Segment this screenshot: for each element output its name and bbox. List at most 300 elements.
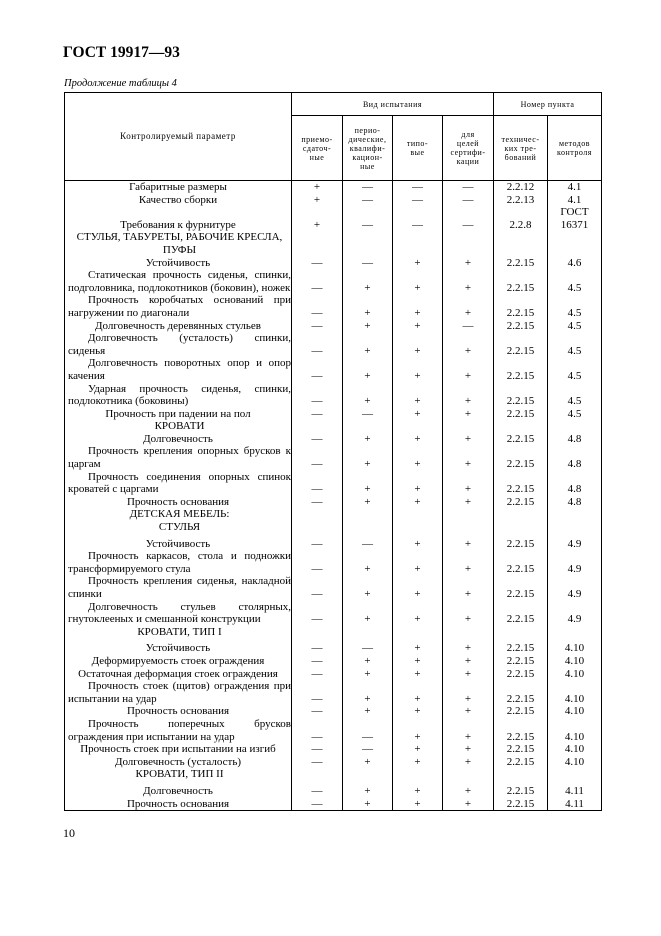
- type-test-cell: +: [393, 642, 443, 655]
- parameter-cell: Долговечность деревянных стульев: [65, 320, 292, 333]
- certification-cell: +: [443, 408, 494, 421]
- certification-cell: —: [443, 181, 494, 194]
- acceptance-cell: —: [292, 642, 343, 655]
- acceptance-cell: —: [292, 550, 343, 575]
- table-row: [65, 785, 602, 798]
- parameter-cell: Прочность основания: [65, 496, 292, 509]
- acceptance-cell: —: [292, 257, 343, 270]
- periodic-cell: +: [343, 785, 393, 798]
- acceptance-cell: +: [292, 194, 343, 207]
- certification-cell: +: [443, 294, 494, 319]
- type-test-cell: +: [393, 445, 443, 470]
- acceptance-cell: —: [292, 408, 343, 421]
- parameter-cell: СТУЛЬЯ, ТАБУРЕТЫ, РАБОЧИЕ КРЕСЛА, ПУФЫ: [65, 231, 292, 256]
- table-row: [65, 642, 602, 655]
- section-row: [65, 768, 602, 781]
- parameter-cell: Требования к фурнитуре: [65, 206, 292, 231]
- method-cell: 4.9: [548, 538, 602, 551]
- method-cell: [548, 420, 602, 433]
- parameter-cell: Прочность основания: [65, 705, 292, 718]
- table-row: [65, 433, 602, 446]
- type-test-cell: +: [393, 668, 443, 681]
- periodic-cell: +: [343, 433, 393, 446]
- header-parameter: Контролируемый параметр: [65, 93, 292, 181]
- acceptance-cell: —: [292, 756, 343, 769]
- certification-cell: +: [443, 743, 494, 756]
- periodic-cell: +: [343, 601, 393, 626]
- requirement-cell: 2.2.15: [494, 743, 548, 756]
- parameter-cell: Габаритные размеры: [65, 181, 292, 194]
- method-cell: 4.5: [548, 294, 602, 319]
- periodic-cell: —: [343, 642, 393, 655]
- header-technical-requirements: [494, 116, 548, 181]
- periodic-cell: [343, 768, 393, 781]
- certification-cell: [443, 626, 494, 639]
- type-test-cell: —: [393, 194, 443, 207]
- acceptance-cell: —: [292, 705, 343, 718]
- header-test-type: Вид испытания: [292, 93, 494, 116]
- table-row: [65, 718, 602, 743]
- certification-cell: [443, 420, 494, 433]
- table-row: [65, 269, 602, 294]
- acceptance-cell: —: [292, 496, 343, 509]
- periodic-cell: —: [343, 408, 393, 421]
- header-item-number: Номер пункта: [494, 93, 602, 116]
- certification-cell: [443, 508, 494, 521]
- requirement-cell: 2.2.15: [494, 718, 548, 743]
- test-table: [64, 92, 602, 811]
- type-test-cell: +: [393, 550, 443, 575]
- requirement-cell: 2.2.15: [494, 445, 548, 470]
- certification-cell: +: [443, 332, 494, 357]
- table-row: [65, 181, 602, 194]
- requirement-cell: 2.2.13: [494, 194, 548, 207]
- certification-cell: +: [443, 601, 494, 626]
- periodic-cell: +: [343, 471, 393, 496]
- type-test-cell: +: [393, 798, 443, 811]
- page-number: 10: [63, 826, 75, 840]
- acceptance-cell: [292, 521, 343, 534]
- acceptance-cell: —: [292, 680, 343, 705]
- type-test-cell: +: [393, 294, 443, 319]
- requirement-cell: 2.2.15: [494, 550, 548, 575]
- periodic-cell: [343, 420, 393, 433]
- type-test-cell: +: [393, 357, 443, 382]
- requirement-cell: 2.2.15: [494, 320, 548, 333]
- type-test-cell: +: [393, 655, 443, 668]
- type-test-cell: +: [393, 575, 443, 600]
- periodic-cell: [343, 521, 393, 534]
- header-line: ких тре-: [504, 143, 537, 153]
- parameter-cell: Ударная прочность сиденья, спинки, подлокотника (боковины): [65, 383, 292, 408]
- acceptance-cell: —: [292, 383, 343, 408]
- method-cell: 4.10: [548, 718, 602, 743]
- table-row: [65, 655, 602, 668]
- section-row: [65, 521, 602, 534]
- requirement-cell: [494, 626, 548, 639]
- periodic-cell: +: [343, 550, 393, 575]
- parameter-cell: Прочность соединения опорных спинок кроватей с царгами: [65, 471, 292, 496]
- requirement-cell: 2.2.15: [494, 433, 548, 446]
- method-cell: 4.8: [548, 433, 602, 446]
- parameter-cell: Прочность стоек при испытании на изгиб: [65, 743, 292, 756]
- method-cell: 4.10: [548, 668, 602, 681]
- type-test-cell: +: [393, 269, 443, 294]
- table-row: [65, 550, 602, 575]
- method-cell: 4.11: [548, 798, 602, 811]
- certification-cell: +: [443, 785, 494, 798]
- acceptance-cell: +: [292, 206, 343, 231]
- method-cell: 4.5: [548, 408, 602, 421]
- requirement-cell: 2.2.15: [494, 257, 548, 270]
- parameter-cell: Деформируемость стоек ограждения: [65, 655, 292, 668]
- parameter-cell: Долговечность стульев столярных, гнутоклееных и смешанной конструкции: [65, 601, 292, 626]
- periodic-cell: [343, 626, 393, 639]
- document-code: ГОСТ 19917—93: [63, 44, 180, 61]
- acceptance-cell: —: [292, 332, 343, 357]
- certification-cell: +: [443, 705, 494, 718]
- acceptance-cell: —: [292, 294, 343, 319]
- parameter-cell: Долговечность: [65, 433, 292, 446]
- table-row: [65, 601, 602, 626]
- acceptance-cell: —: [292, 471, 343, 496]
- periodic-cell: —: [343, 538, 393, 551]
- certification-cell: +: [443, 718, 494, 743]
- method-cell: [548, 626, 602, 639]
- type-test-cell: —: [393, 206, 443, 231]
- requirement-cell: 2.2.15: [494, 294, 548, 319]
- table-row: [65, 538, 602, 551]
- method-cell: 4.5: [548, 383, 602, 408]
- method-cell: 4.9: [548, 550, 602, 575]
- periodic-cell: —: [343, 206, 393, 231]
- acceptance-cell: [292, 231, 343, 256]
- method-cell: 4.10: [548, 642, 602, 655]
- periodic-cell: +: [343, 680, 393, 705]
- certification-cell: +: [443, 269, 494, 294]
- method-cell: 4.10: [548, 756, 602, 769]
- table-row: [65, 756, 602, 769]
- certification-cell: +: [443, 383, 494, 408]
- requirement-cell: 2.2.15: [494, 575, 548, 600]
- parameter-cell: ДЕТСКАЯ МЕБЕЛЬ:: [65, 508, 292, 521]
- section-row: [65, 626, 602, 639]
- acceptance-cell: —: [292, 668, 343, 681]
- parameter-cell: Устойчивость: [65, 538, 292, 551]
- method-cell: 4.5: [548, 269, 602, 294]
- parameter-cell: Статическая прочность сиденья, спинки, подголовника, подлокотников (боковин), ножек: [65, 269, 292, 294]
- parameter-cell: Прочность при падении на пол: [65, 408, 292, 421]
- header-acceptance: [292, 116, 343, 181]
- table-header: [65, 93, 602, 181]
- method-cell: 4.5: [548, 357, 602, 382]
- requirement-cell: 2.2.15: [494, 680, 548, 705]
- certification-cell: —: [443, 320, 494, 333]
- method-cell: 4.5: [548, 320, 602, 333]
- table-row: [65, 206, 602, 231]
- type-test-cell: [393, 626, 443, 639]
- certification-cell: +: [443, 445, 494, 470]
- certification-cell: +: [443, 655, 494, 668]
- method-cell: 4.11: [548, 785, 602, 798]
- periodic-cell: —: [343, 181, 393, 194]
- header-line: кации: [456, 157, 480, 166]
- certification-cell: +: [443, 642, 494, 655]
- certification-cell: +: [443, 668, 494, 681]
- certification-cell: [443, 521, 494, 534]
- periodic-cell: +: [343, 756, 393, 769]
- table-row: [65, 257, 602, 270]
- parameter-cell: Прочность поперечных брусков ограждения при испытании на удар: [65, 718, 292, 743]
- parameter-cell: КРОВАТИ, ТИП I: [65, 626, 292, 639]
- table-row: [65, 680, 602, 705]
- header-line: сдаточ-: [302, 143, 332, 153]
- method-cell: 4.10: [548, 680, 602, 705]
- header-line: типо-: [406, 139, 429, 148]
- parameter-cell: Прочность коробчатых оснований при нагружении по диагонали: [65, 294, 292, 319]
- header-line: приемо-: [301, 134, 333, 144]
- type-test-cell: [393, 420, 443, 433]
- periodic-cell: +: [343, 445, 393, 470]
- method-cell: 4.8: [548, 496, 602, 509]
- acceptance-cell: [292, 768, 343, 781]
- table-row: [65, 668, 602, 681]
- acceptance-cell: +: [292, 181, 343, 194]
- parameter-cell: СТУЛЬЯ: [65, 521, 292, 534]
- parameter-cell: Прочность каркасов, стола и подножки трансформируемого стула: [65, 550, 292, 575]
- requirement-cell: 2.2.15: [494, 785, 548, 798]
- certification-cell: +: [443, 756, 494, 769]
- acceptance-cell: —: [292, 743, 343, 756]
- type-test-cell: +: [393, 680, 443, 705]
- periodic-cell: [343, 231, 393, 256]
- method-cell: 4.8: [548, 445, 602, 470]
- table-row: [65, 194, 602, 207]
- requirement-cell: [494, 521, 548, 534]
- type-test-cell: +: [393, 743, 443, 756]
- section-row: [65, 420, 602, 433]
- type-test-cell: +: [393, 538, 443, 551]
- requirement-cell: 2.2.15: [494, 471, 548, 496]
- table-row: [65, 357, 602, 382]
- certification-cell: +: [443, 496, 494, 509]
- parameter-cell: Долговечность (усталость): [65, 756, 292, 769]
- requirement-cell: [494, 508, 548, 521]
- acceptance-cell: —: [292, 538, 343, 551]
- type-test-cell: +: [393, 471, 443, 496]
- acceptance-cell: —: [292, 445, 343, 470]
- periodic-cell: +: [343, 320, 393, 333]
- type-test-cell: +: [393, 756, 443, 769]
- table-row: [65, 408, 602, 421]
- acceptance-cell: —: [292, 718, 343, 743]
- header-periodic: [343, 116, 393, 181]
- parameter-cell: Прочность основания: [65, 798, 292, 811]
- method-cell: [548, 768, 602, 781]
- acceptance-cell: —: [292, 785, 343, 798]
- requirement-cell: 2.2.15: [494, 332, 548, 357]
- requirement-cell: 2.2.8: [494, 206, 548, 231]
- periodic-cell: —: [343, 743, 393, 756]
- type-test-cell: +: [393, 257, 443, 270]
- acceptance-cell: —: [292, 320, 343, 333]
- type-test-cell: +: [393, 408, 443, 421]
- requirement-cell: 2.2.15: [494, 756, 548, 769]
- periodic-cell: +: [343, 798, 393, 811]
- type-test-cell: +: [393, 496, 443, 509]
- method-cell: 4.9: [548, 601, 602, 626]
- type-test-cell: +: [393, 705, 443, 718]
- method-cell: [548, 521, 602, 534]
- table-row: [65, 445, 602, 470]
- method-cell: 4.10: [548, 655, 602, 668]
- table-row: [65, 332, 602, 357]
- header-line: техничес-: [501, 134, 540, 144]
- method-cell: 4.1: [548, 194, 602, 207]
- parameter-cell: Прочность крепления сиденья, накладной спинки: [65, 575, 292, 600]
- type-test-cell: [393, 521, 443, 534]
- header-line: целей: [456, 139, 480, 148]
- method-cell: 4.10: [548, 743, 602, 756]
- requirement-cell: [494, 768, 548, 781]
- header-line: кацион-: [352, 152, 383, 162]
- acceptance-cell: —: [292, 601, 343, 626]
- parameter-cell: Долговечность (усталость) спинки, сиденья: [65, 332, 292, 357]
- certification-cell: +: [443, 433, 494, 446]
- parameter-cell: Устойчивость: [65, 642, 292, 655]
- table-row: [65, 471, 602, 496]
- header-control-methods: [548, 116, 602, 181]
- requirement-cell: [494, 420, 548, 433]
- requirement-cell: 2.2.15: [494, 642, 548, 655]
- certification-cell: +: [443, 257, 494, 270]
- type-test-cell: +: [393, 718, 443, 743]
- requirement-cell: [494, 231, 548, 256]
- periodic-cell: +: [343, 294, 393, 319]
- method-cell: 4.9: [548, 575, 602, 600]
- parameter-cell: Прочность стоек (щитов) ограждения при испытании на удар: [65, 680, 292, 705]
- periodic-cell: +: [343, 655, 393, 668]
- requirement-cell: 2.2.15: [494, 408, 548, 421]
- type-test-cell: +: [393, 433, 443, 446]
- certification-cell: [443, 231, 494, 256]
- certification-cell: —: [443, 206, 494, 231]
- requirement-cell: 2.2.15: [494, 601, 548, 626]
- requirement-cell: 2.2.15: [494, 798, 548, 811]
- certification-cell: —: [443, 194, 494, 207]
- type-test-cell: +: [393, 320, 443, 333]
- type-test-cell: [393, 508, 443, 521]
- certification-cell: +: [443, 798, 494, 811]
- parameter-cell: Устойчивость: [65, 257, 292, 270]
- acceptance-cell: —: [292, 433, 343, 446]
- acceptance-cell: —: [292, 575, 343, 600]
- periodic-cell: —: [343, 194, 393, 207]
- table-row: [65, 743, 602, 756]
- requirement-cell: 2.2.15: [494, 668, 548, 681]
- parameter-cell: КРОВАТИ: [65, 420, 292, 433]
- section-row: [65, 231, 602, 256]
- type-test-cell: +: [393, 383, 443, 408]
- header-type-tests: [393, 116, 443, 181]
- section-row: [65, 508, 602, 521]
- certification-cell: +: [443, 538, 494, 551]
- method-cell: 4.6: [548, 257, 602, 270]
- acceptance-cell: —: [292, 269, 343, 294]
- requirement-cell: 2.2.15: [494, 383, 548, 408]
- requirement-cell: 2.2.12: [494, 181, 548, 194]
- acceptance-cell: —: [292, 798, 343, 811]
- parameter-cell: Долговечность: [65, 785, 292, 798]
- acceptance-cell: —: [292, 357, 343, 382]
- periodic-cell: —: [343, 257, 393, 270]
- header-line: вые: [410, 148, 425, 157]
- header-line: методов: [558, 139, 591, 148]
- table-row: [65, 705, 602, 718]
- certification-cell: +: [443, 680, 494, 705]
- acceptance-cell: [292, 420, 343, 433]
- parameter-cell: Качество сборки: [65, 194, 292, 207]
- method-cell: [548, 508, 602, 521]
- periodic-cell: +: [343, 357, 393, 382]
- acceptance-cell: [292, 626, 343, 639]
- periodic-cell: +: [343, 269, 393, 294]
- type-test-cell: +: [393, 785, 443, 798]
- type-test-cell: —: [393, 181, 443, 194]
- table-row: [65, 294, 602, 319]
- certification-cell: +: [443, 471, 494, 496]
- periodic-cell: +: [343, 496, 393, 509]
- table-body: [65, 181, 602, 811]
- periodic-cell: +: [343, 332, 393, 357]
- requirement-cell: 2.2.15: [494, 357, 548, 382]
- periodic-cell: [343, 508, 393, 521]
- requirement-cell: 2.2.15: [494, 655, 548, 668]
- header-line: бований: [504, 152, 537, 162]
- requirement-cell: 2.2.15: [494, 269, 548, 294]
- header-line: ные: [309, 152, 325, 162]
- method-cell: 4.1: [548, 181, 602, 194]
- header-line: сертифи-: [450, 148, 486, 157]
- method-cell: 4.8: [548, 471, 602, 496]
- header-line: дические,: [348, 134, 387, 144]
- table-row: [65, 383, 602, 408]
- certification-cell: +: [443, 357, 494, 382]
- periodic-cell: +: [343, 705, 393, 718]
- parameter-cell: КРОВАТИ, ТИП II: [65, 768, 292, 781]
- table-row: [65, 798, 602, 811]
- method-cell: ГОСТ 16371: [548, 206, 602, 231]
- acceptance-cell: [292, 508, 343, 521]
- periodic-cell: +: [343, 668, 393, 681]
- parameter-cell: Остаточная деформация стоек ограждения: [65, 668, 292, 681]
- type-test-cell: +: [393, 332, 443, 357]
- header-line: квалифи-: [349, 143, 386, 153]
- requirement-cell: 2.2.15: [494, 538, 548, 551]
- header-line: для: [461, 130, 475, 139]
- table-row: [65, 320, 602, 333]
- type-test-cell: [393, 768, 443, 781]
- parameter-cell: Прочность крепления опорных брусков к царгам: [65, 445, 292, 470]
- table-row: [65, 575, 602, 600]
- header-certification: [443, 116, 494, 181]
- method-cell: 4.5: [548, 332, 602, 357]
- parameter-cell: Долговечность поворотных опор и опор качения: [65, 357, 292, 382]
- table-row: [65, 496, 602, 509]
- type-test-cell: +: [393, 601, 443, 626]
- requirement-cell: 2.2.15: [494, 496, 548, 509]
- header-line: контроля: [557, 148, 592, 157]
